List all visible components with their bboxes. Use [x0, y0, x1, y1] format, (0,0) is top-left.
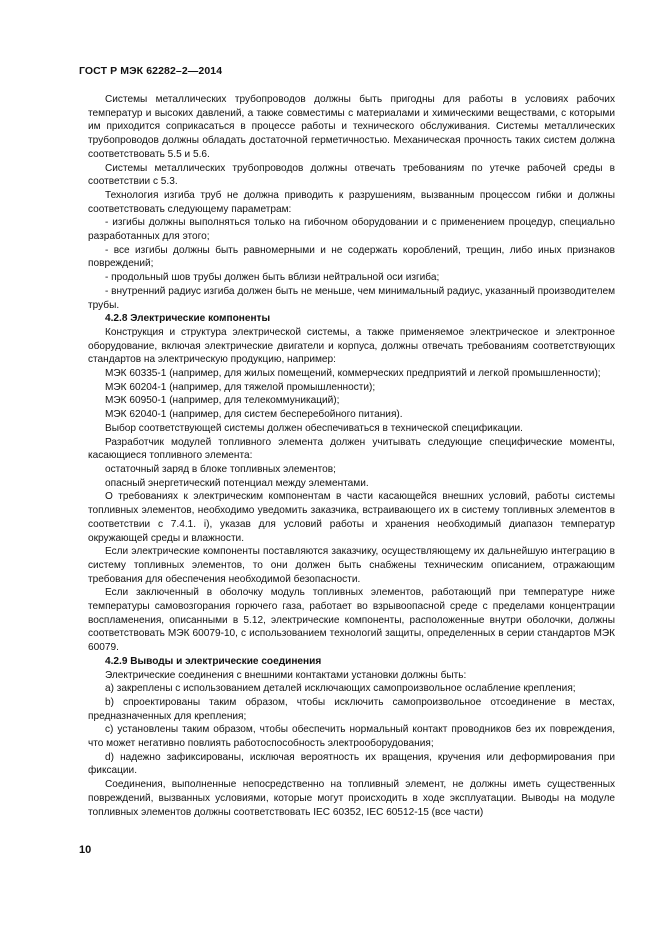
list-item: а) закреплены с использованием деталей исключающих самопроизвольное ослабление крепления;	[105, 683, 576, 695]
list-item: - все изгибы должны быть равномерными и не содержать короблений, трещин, либо иных признаков повреждений;	[88, 244, 615, 270]
paragraph: Технология изгиба труб не должна приводить к разрушениям, вызванным процессом гибки и должны соответствовать следующему параметрам:	[88, 189, 615, 215]
list-item: - продольный шов трубы должен быть вблизи нейтральной оси изгиба;	[105, 272, 440, 284]
list-item: - изгибы должны выполняться только на гибочном оборудовании и с применением процедур, специально разработанных для этого;	[88, 217, 615, 243]
paragraph: Системы металлических трубопроводов должны отвечать требованиям по утечке рабочей среды в соответствии с 5.3.	[88, 162, 615, 188]
paragraph: Конструкция и структура электрической системы, а также применяемое электрическое и электронное оборудование, включая электрические двигатели и корпуса, должны отвечать требованиям соответствующих стандартов на электрическую продукцию, например:	[88, 326, 615, 366]
list-item: МЭК 62040-1 (например, для систем бесперебойного питания).	[105, 409, 403, 421]
list-item: опасный энергетический потенциал между элементами.	[105, 477, 369, 489]
section-heading: 4.2.9 Выводы и электрические соединения	[105, 655, 322, 667]
document-header: ГОСТ Р МЭК 62282–2—2014	[79, 65, 223, 77]
paragraph: Если заключенный в оболочку модуль топливных элементов, работающий при температуре ниже температуры самовозгорания горючего газа, работает во взрывоопасной среде с пределами концентрации воспламенения, описанными в 5.12, электрические компоненты, расположенные внутри оболочки, должны соответствовать МЭК 60079-10, с использованием технологий защиты, определенных в серии стандартов МЭК 60079.	[88, 587, 615, 654]
list-item: МЭК 60204-1 (например, для тяжелой промышленности);	[105, 381, 376, 393]
section-heading: 4.2.8 Электрические компоненты	[105, 313, 271, 325]
paragraph: О требованиях к электрическим компонентам в части касающейся внешних условий, работы системы топливных элементов, необходимо уведомить заказчика, встраивающего их в систему топливных элементов в соответствии с 7.4.1. i), указав для условий работы и хранения необходимый диапазон температур окружающей среды и влажности.	[88, 491, 615, 544]
page-number: 10	[79, 844, 92, 856]
list-item: с) установлены таким образом, чтобы обеспечить нормальный контакт проводников без их повреждения, что может негативно повлиять работоспособность электрооборудования;	[88, 724, 615, 750]
list-item: остаточный заряд в блоке топливных элементов;	[105, 463, 336, 475]
list-item: d) надежно зафиксированы, исключая вероятность их вращения, кручения или деформирования при фиксации.	[88, 751, 615, 777]
paragraph: Если электрические компоненты поставляются заказчику, осуществляющему их дальнейшую интеграцию в систему топливных элементов, то они должен быть снабжены техническим описанием, отражающим требования для обеспечения необходимой безопасности.	[88, 546, 615, 585]
paragraph: Выбор соответствующей системы должен обеспечиваться в технической спецификации.	[105, 422, 523, 434]
list-item: МЭК 60335-1 (например, для жилых помещений, коммерческих предприятий и легкой промышленности);	[105, 368, 601, 380]
paragraph: Разработчик модулей топливного элемента должен учитывать следующие специфические моменты, касающиеся топливного элемента:	[88, 436, 615, 462]
list-item: b) спроектированы таким образом, чтобы исключить самопроизвольное отсоединение в местах, предназначенных для крепления;	[88, 696, 615, 722]
paragraph: Системы металлических трубопроводов должны быть пригодны для работы в условиях рабочих температур и высоких давлений, а также совместимы с материалами и химическими веществами, с которыми им приходится соприкасаться в процессе работы и технического обслуживания. Системы металлических трубопроводов должны обладать достаточной герметичностью. Механическая прочность таких систем должна соответствовать 5.5 и 5.6.	[88, 94, 615, 160]
paragraph: Соединения, выполненные непосредственно на топливный элемент, не должны иметь существенных повреждений, вызванных условиями, которые могут происходить в ходе эксплуатации. Выводы на модуле топливных элементов должны соответствовать IEC 60352, IEC 60512-15 (все части)	[88, 779, 615, 818]
paragraph: Электрические соединения с внешними контактами установки должны быть:	[105, 669, 467, 681]
document-body	[88, 93, 615, 819]
list-item: МЭК 60950-1 (например, для телекоммуникаций);	[105, 395, 340, 407]
list-item: - внутренний радиус изгиба должен быть не меньше, чем минимальный радиус, указанный производителем трубы.	[88, 285, 616, 311]
